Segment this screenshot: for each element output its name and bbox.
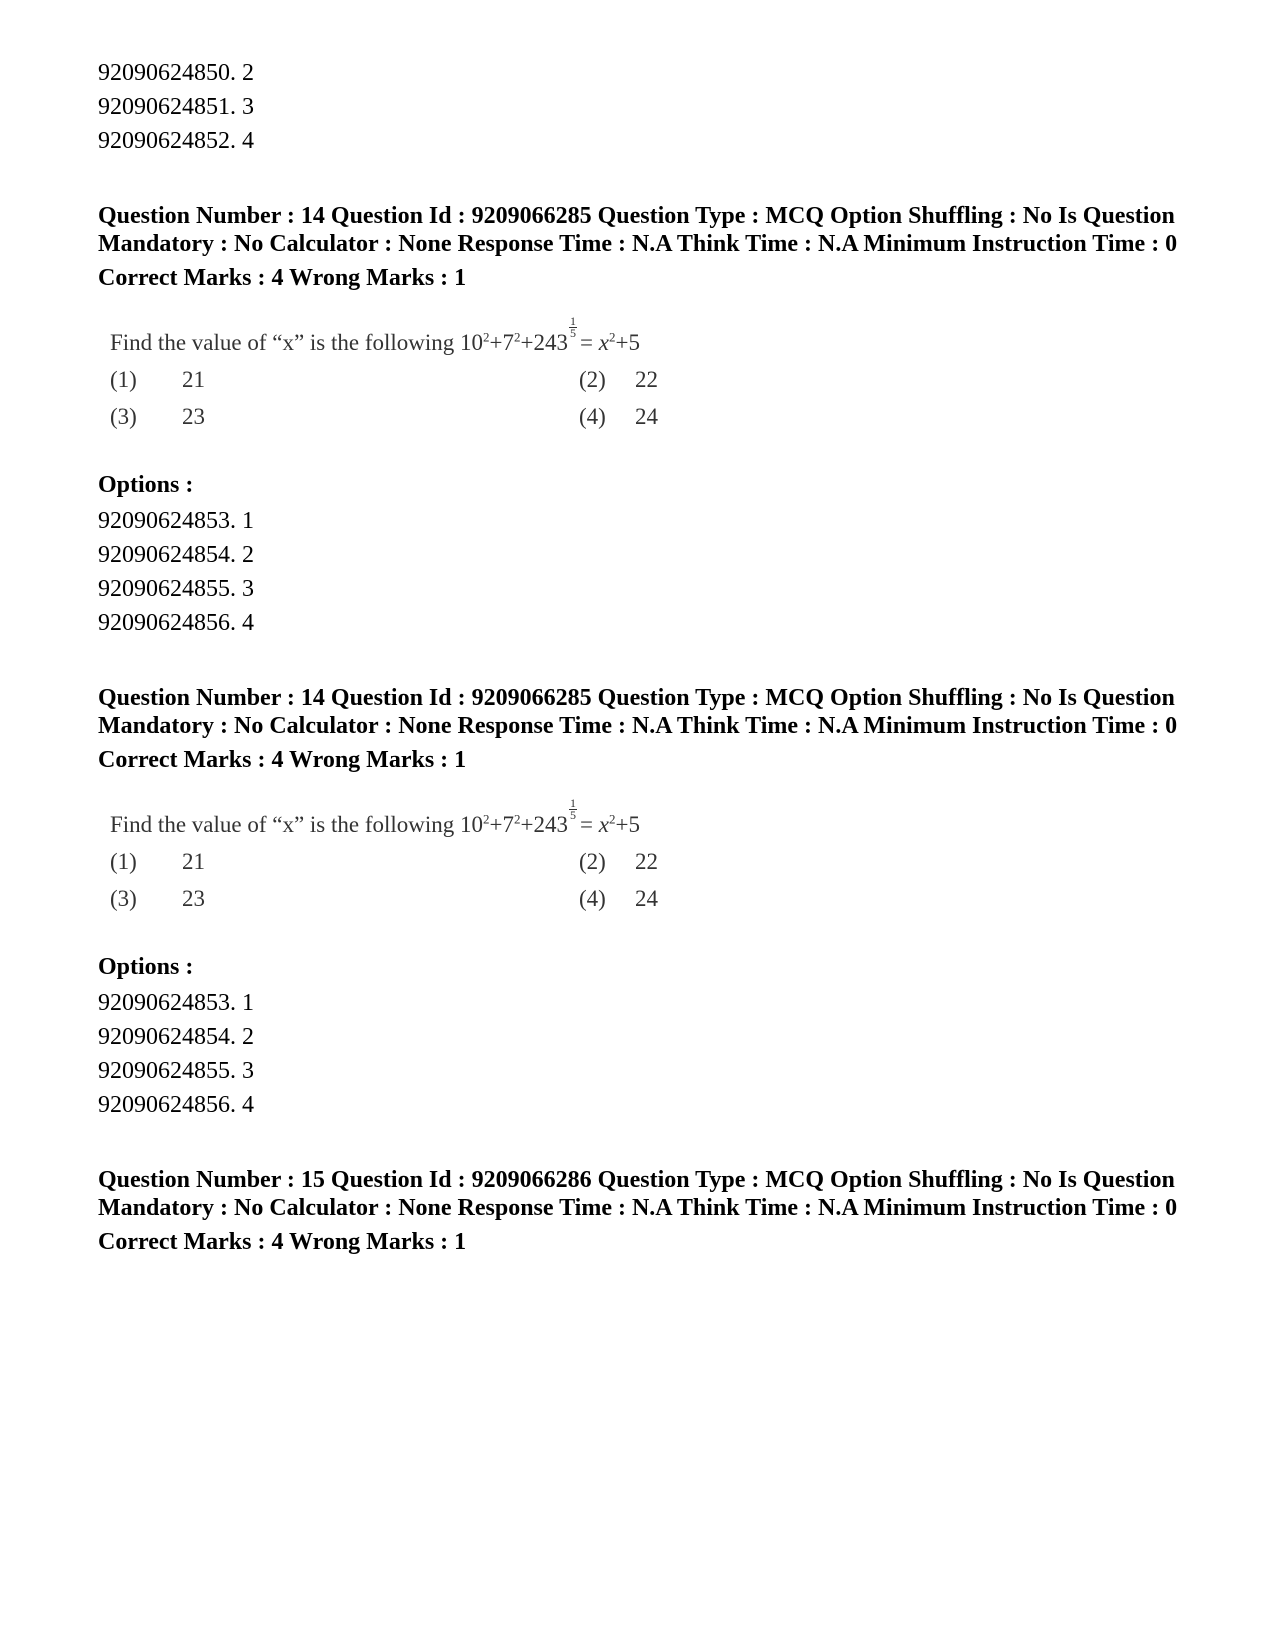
- option-line: 92090624851. 3: [98, 94, 254, 120]
- question-text-prefix: Find the value of “x” is the following 10: [110, 330, 484, 355]
- question-block-15: [98, 1166, 1188, 1256]
- question-header: Question Number : 14 Question Id : 9209066285 Question Type : MCQ Option Shuffling : No Is Question Mandatory : No Calculator : None Response Time : N.A Think Time : N.A Minimum Instruction Time : 0: [98, 203, 1178, 257]
- choice-1: (1) 21: [110, 849, 205, 874]
- question-text-prefix: Find the value of “x” is the following 10: [110, 812, 484, 837]
- question-marks: Correct Marks : 4 Wrong Marks : 1: [98, 747, 467, 773]
- question-image: [98, 304, 1188, 454]
- previous-options-list: [98, 56, 1188, 158]
- fraction-exponent: $\frac{1}{5}$: [570, 796, 577, 822]
- question-marks: Correct Marks : 4 Wrong Marks : 1: [98, 1229, 467, 1255]
- choice-3: (3) 23: [110, 886, 205, 911]
- question-block-14a: [98, 202, 1188, 640]
- document-page: [98, 56, 1188, 1256]
- option-line: 92090624850. 2: [98, 60, 254, 86]
- options-title: Options :: [98, 472, 194, 498]
- choice-3: (3) 23: [110, 404, 205, 429]
- question-text: Find the value of “x” is the following $10^2+7^2+243$ $\frac{1}{5}$ = $x^2+5$: [110, 796, 640, 837]
- option-line: 92090624852. 4: [98, 128, 254, 154]
- choice-4: (4) 24: [579, 886, 658, 911]
- option-line: 92090624856. 4: [98, 1092, 254, 1118]
- choice-4: (4) 24: [579, 404, 658, 429]
- choice-2: (2) 22: [579, 367, 658, 392]
- question-image: [98, 786, 1188, 936]
- choice-1: (1) 21: [110, 367, 205, 392]
- option-line: 92090624854. 2: [98, 1024, 254, 1050]
- choice-2: (2) 22: [579, 849, 658, 874]
- question-marks: Correct Marks : 4 Wrong Marks : 1: [98, 265, 467, 291]
- option-line: 92090624853. 1: [98, 508, 254, 534]
- option-line: 92090624856. 4: [98, 610, 254, 636]
- option-line: 92090624855. 3: [98, 1058, 254, 1084]
- question-header: Question Number : 14 Question Id : 9209066285 Question Type : MCQ Option Shuffling : No Is Question Mandatory : No Calculator : None Response Time : N.A Think Time : N.A Minimum Instruction Time : 0: [98, 685, 1178, 739]
- fraction-exponent: $\frac{1}{5}$: [570, 314, 577, 340]
- options-title: Options :: [98, 954, 194, 980]
- question-block-14b: [98, 684, 1188, 1122]
- option-line: 92090624854. 2: [98, 542, 254, 568]
- question-header: Question Number : 15 Question Id : 9209066286 Question Type : MCQ Option Shuffling : No Is Question Mandatory : No Calculator : None Response Time : N.A Think Time : N.A Minimum Instruction Time : 0: [98, 1167, 1178, 1221]
- question-text: Find the value of “x” is the following $10^2+7^2+243$ $\frac{1}{5}$ = $x^2+5$: [110, 314, 640, 355]
- option-line: 92090624853. 1: [98, 990, 254, 1016]
- option-line: 92090624855. 3: [98, 576, 254, 602]
